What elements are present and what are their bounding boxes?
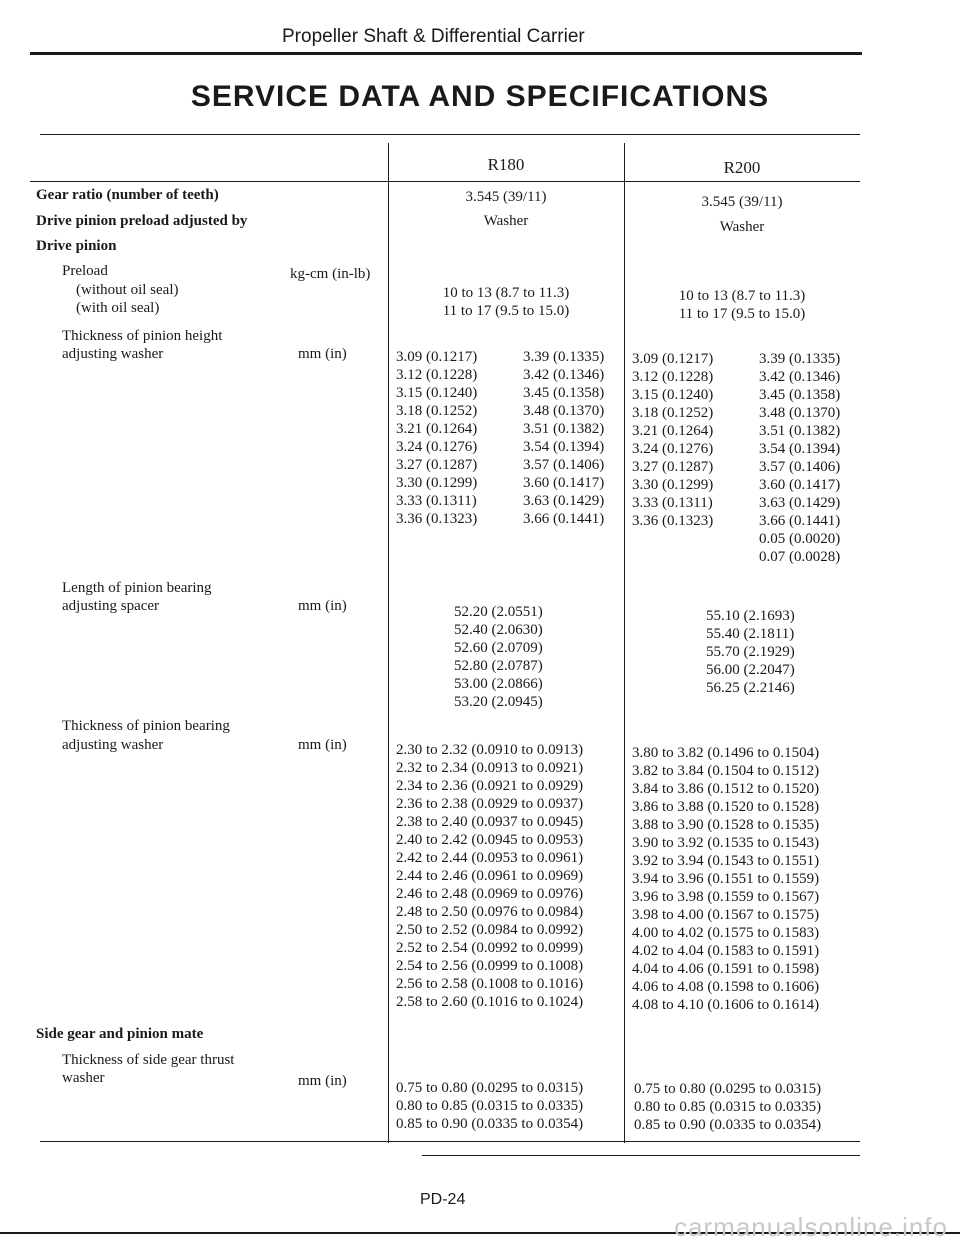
r200-height-washer-value: 3.48 (0.1370) xyxy=(759,405,841,421)
r180-bearing-washer-list xyxy=(396,741,583,1011)
r200-height-washer-value: 3.57 (0.1406) xyxy=(759,459,841,475)
r180-height-washer-value: 3.18 (0.1252) xyxy=(396,403,478,419)
header-rule xyxy=(30,52,862,55)
r180-side-washer-value: 0.85 to 0.90 (0.0335 to 0.0354) xyxy=(396,1116,584,1132)
label-thickness-height-2: adjusting washer xyxy=(62,346,164,362)
label-thickness-bearing-1: Thickness of pinion bearing xyxy=(62,718,230,734)
r200-height-washer-value: 3.60 (0.1417) xyxy=(759,477,841,493)
r180-height-washer-value: 3.45 (0.1358) xyxy=(523,385,605,401)
page-number: PD-24 xyxy=(420,1191,466,1208)
r200-height-washer-col-a xyxy=(632,350,713,530)
r200-height-washer-value: 3.33 (0.1311) xyxy=(632,495,713,511)
r180-bearing-washer-value: 2.44 to 2.46 (0.0961 to 0.0969) xyxy=(396,868,584,884)
r200-height-washer-value: 3.27 (0.1287) xyxy=(632,459,714,475)
r180-height-washer-value: 3.36 (0.1323) xyxy=(396,511,478,527)
r180-height-washer-value: 3.33 (0.1311) xyxy=(396,493,477,509)
r180-height-washer-value: 3.24 (0.1276) xyxy=(396,439,478,455)
r200-bearing-washer-value: 4.00 to 4.02 (0.1575 to 0.1583) xyxy=(632,925,820,941)
watermark: carmanualsonline.info xyxy=(674,1212,948,1242)
r200-bearing-washer-value: 3.84 to 3.86 (0.1512 to 0.1520) xyxy=(632,781,820,797)
r200-side-washer-value: 0.80 to 0.85 (0.0315 to 0.0335) xyxy=(634,1099,822,1115)
label-side-gear: Side gear and pinion mate xyxy=(36,1026,204,1042)
section-title: SERVICE DATA AND SPECIFICATIONS xyxy=(190,80,770,113)
r200-side-washer-list xyxy=(634,1080,821,1134)
r180-height-washer-value: 3.21 (0.1264) xyxy=(396,421,478,437)
label-thickness-bearing-2: adjusting washer xyxy=(62,737,164,753)
r200-spacer-list xyxy=(706,607,795,697)
r200-height-washer-value: 3.24 (0.1276) xyxy=(632,441,714,457)
r200-spacer-value: 55.40 (2.1811) xyxy=(706,626,795,642)
r180-spacer-value: 53.00 (2.0866) xyxy=(454,676,543,692)
r180-height-washer-value: 3.09 (0.1217) xyxy=(396,349,478,365)
label-thickness-height-1: Thickness of pinion height xyxy=(62,328,223,344)
r180-side-washer-value: 0.80 to 0.85 (0.0315 to 0.0335) xyxy=(396,1098,584,1114)
unit-side-washer: mm (in) xyxy=(298,1073,347,1089)
r200-spacer-value: 55.10 (2.1693) xyxy=(706,608,795,624)
r200-spacer-value: 56.25 (2.2146) xyxy=(706,680,795,696)
r180-height-washer-value: 3.63 (0.1429) xyxy=(523,493,605,509)
unit-spacer: mm (in) xyxy=(298,598,347,614)
label-length-spacer-2: adjusting spacer xyxy=(62,598,160,614)
r200-bearing-washer-value: 4.08 to 4.10 (0.1606 to 0.1614) xyxy=(632,997,820,1013)
r200-bearing-washer-value: 3.96 to 3.98 (0.1559 to 0.1567) xyxy=(632,889,820,905)
r180-preload-without: 10 to 13 (8.7 to 11.3) xyxy=(442,285,570,301)
r180-height-washer-value: 3.48 (0.1370) xyxy=(523,403,605,419)
r200-height-washer-value: 3.21 (0.1264) xyxy=(632,423,714,439)
r180-height-washer-value: 3.60 (0.1417) xyxy=(523,475,605,491)
r180-side-washer-list xyxy=(396,1079,583,1133)
r200-height-washer-value: 3.63 (0.1429) xyxy=(759,495,841,511)
label-preload-adjusted-by: Drive pinion preload adjusted by xyxy=(36,213,248,229)
table-bottom-rule xyxy=(40,1141,860,1142)
r180-bearing-washer-value: 2.54 to 2.56 (0.0999 to 0.1008) xyxy=(396,958,584,974)
r180-height-washer-value: 3.66 (0.1441) xyxy=(523,511,605,527)
r180-preload-with: 11 to 17 (9.5 to 15.0) xyxy=(442,303,570,319)
r180-height-washer-col-b xyxy=(523,348,604,528)
r200-bearing-washer-value: 3.94 to 3.96 (0.1551 to 0.1559) xyxy=(632,871,820,887)
r180-height-washer-value: 3.42 (0.1346) xyxy=(523,367,605,383)
r200-bearing-washer-value: 3.92 to 3.94 (0.1543 to 0.1551) xyxy=(632,853,820,869)
r200-height-washer-value: 0.07 (0.0028) xyxy=(759,549,841,565)
r200-bearing-washer-value: 3.98 to 4.00 (0.1567 to 0.1575) xyxy=(632,907,820,923)
column-header-r180: R180 xyxy=(487,155,525,174)
r180-spacer-value: 52.80 (2.0787) xyxy=(454,658,543,674)
r200-height-washer-value: 3.51 (0.1382) xyxy=(759,423,841,439)
r180-bearing-washer-value: 2.58 to 2.60 (0.1016 to 0.1024) xyxy=(396,994,584,1010)
column-header-r200: R200 xyxy=(723,158,761,177)
r200-height-washer-value: 3.18 (0.1252) xyxy=(632,405,714,421)
r180-bearing-washer-value: 2.56 to 2.58 (0.1008 to 0.1016) xyxy=(396,976,584,992)
r200-bearing-washer-value: 3.86 to 3.88 (0.1520 to 0.1528) xyxy=(632,799,820,815)
r180-bearing-washer-value: 2.30 to 2.32 (0.0910 to 0.0913) xyxy=(396,742,584,758)
r180-bearing-washer-value: 2.34 to 2.36 (0.0921 to 0.0929) xyxy=(396,778,584,794)
r180-bearing-washer-value: 2.40 to 2.42 (0.0945 to 0.0953) xyxy=(396,832,584,848)
r180-height-washer-col-a xyxy=(396,348,477,528)
label-gear-ratio: Gear ratio (number of teeth) xyxy=(36,187,219,203)
r180-bearing-washer-value: 2.42 to 2.44 (0.0953 to 0.0961) xyxy=(396,850,584,866)
label-preload: Preload xyxy=(62,263,108,279)
r180-bearing-washer-value: 2.52 to 2.54 (0.0992 to 0.0999) xyxy=(396,940,584,956)
r200-height-washer-col-b xyxy=(759,350,840,566)
r200-height-washer-value: 0.05 (0.0020) xyxy=(759,531,841,547)
unit-bearing-washer: mm (in) xyxy=(298,737,347,753)
running-title: Propeller Shaft & Differential Carrier xyxy=(282,26,585,47)
r200-side-washer-value: 0.75 to 0.80 (0.0295 to 0.0315) xyxy=(634,1081,822,1097)
r200-height-washer-value: 3.15 (0.1240) xyxy=(632,387,714,403)
r200-preload-with: 11 to 17 (9.5 to 15.0) xyxy=(678,306,806,322)
r180-height-washer-value: 3.54 (0.1394) xyxy=(523,439,605,455)
r200-height-washer-value: 3.36 (0.1323) xyxy=(632,513,714,529)
r200-bearing-washer-list xyxy=(632,744,819,1014)
label-side-washer-2: washer xyxy=(62,1070,105,1086)
r200-height-washer-value: 3.42 (0.1346) xyxy=(759,369,841,385)
r200-side-washer-value: 0.85 to 0.90 (0.0335 to 0.0354) xyxy=(634,1117,822,1133)
r180-height-washer-value: 3.12 (0.1228) xyxy=(396,367,478,383)
label-drive-pinion: Drive pinion xyxy=(36,238,117,254)
label-without-oil-seal: (without oil seal) xyxy=(76,282,179,298)
r200-spacer-value: 56.00 (2.2047) xyxy=(706,662,795,678)
label-side-washer-1: Thickness of side gear thrust xyxy=(62,1052,235,1068)
r180-bearing-washer-value: 2.36 to 2.38 (0.0929 to 0.0937) xyxy=(396,796,584,812)
label-with-oil-seal: (with oil seal) xyxy=(76,300,160,316)
r200-height-washer-value: 3.54 (0.1394) xyxy=(759,441,841,457)
r180-spacer-list xyxy=(454,603,543,711)
r200-spacer-value: 55.70 (2.1929) xyxy=(706,644,795,660)
r200-preload-without: 10 to 13 (8.7 to 11.3) xyxy=(678,288,806,304)
r200-adjusted-by: Washer xyxy=(719,219,765,235)
r180-spacer-value: 52.40 (2.0630) xyxy=(454,622,543,638)
r180-height-washer-value: 3.57 (0.1406) xyxy=(523,457,605,473)
r200-height-washer-value: 3.66 (0.1441) xyxy=(759,513,841,529)
r180-bearing-washer-value: 2.38 to 2.40 (0.0937 to 0.0945) xyxy=(396,814,584,830)
table-top-rule xyxy=(40,134,860,135)
r200-height-washer-value: 3.30 (0.1299) xyxy=(632,477,714,493)
r200-bearing-washer-value: 3.80 to 3.82 (0.1496 to 0.1504) xyxy=(632,745,820,761)
r180-spacer-value: 52.20 (2.0551) xyxy=(454,604,543,620)
footer-rule-short xyxy=(422,1155,860,1156)
table-header-rule xyxy=(30,181,860,182)
label-length-spacer-1: Length of pinion bearing xyxy=(62,580,212,596)
r200-bearing-washer-value: 3.90 to 3.92 (0.1535 to 0.1543) xyxy=(632,835,820,851)
unit-preload: kg-cm (in-lb) xyxy=(290,266,371,282)
r180-bearing-washer-value: 2.48 to 2.50 (0.0976 to 0.0984) xyxy=(396,904,584,920)
r180-bearing-washer-value: 2.50 to 2.52 (0.0984 to 0.0992) xyxy=(396,922,584,938)
r200-bearing-washer-value: 4.06 to 4.08 (0.1598 to 0.1606) xyxy=(632,979,820,995)
r200-height-washer-value: 3.09 (0.1217) xyxy=(632,351,714,367)
unit-height-washer: mm (in) xyxy=(298,346,347,362)
r180-bearing-washer-value: 2.32 to 2.34 (0.0913 to 0.0921) xyxy=(396,760,584,776)
r200-height-washer-value: 3.39 (0.1335) xyxy=(759,351,841,367)
r180-height-washer-value: 3.51 (0.1382) xyxy=(523,421,605,437)
r180-height-washer-value: 3.39 (0.1335) xyxy=(523,349,605,365)
r180-gear-ratio: 3.545 (39/11) xyxy=(465,189,547,205)
r180-spacer-value: 53.20 (2.0945) xyxy=(454,694,543,710)
r180-spacer-value: 52.60 (2.0709) xyxy=(454,640,543,656)
r200-gear-ratio: 3.545 (39/11) xyxy=(701,194,783,210)
r180-height-washer-value: 3.15 (0.1240) xyxy=(396,385,478,401)
r180-adjusted-by: Washer xyxy=(483,213,529,229)
r180-height-washer-value: 3.27 (0.1287) xyxy=(396,457,478,473)
r180-bearing-washer-value: 2.46 to 2.48 (0.0969 to 0.0976) xyxy=(396,886,584,902)
r200-bearing-washer-value: 4.02 to 4.04 (0.1583 to 0.1591) xyxy=(632,943,820,959)
r200-bearing-washer-value: 4.04 to 4.06 (0.1591 to 0.1598) xyxy=(632,961,820,977)
r200-bearing-washer-value: 3.88 to 3.90 (0.1528 to 0.1535) xyxy=(632,817,820,833)
r200-bearing-washer-value: 3.82 to 3.84 (0.1504 to 0.1512) xyxy=(632,763,820,779)
r180-height-washer-value: 3.30 (0.1299) xyxy=(396,475,478,491)
r180-side-washer-value: 0.75 to 0.80 (0.0295 to 0.0315) xyxy=(396,1080,584,1096)
r200-height-washer-value: 3.45 (0.1358) xyxy=(759,387,841,403)
r200-height-washer-value: 3.12 (0.1228) xyxy=(632,369,714,385)
